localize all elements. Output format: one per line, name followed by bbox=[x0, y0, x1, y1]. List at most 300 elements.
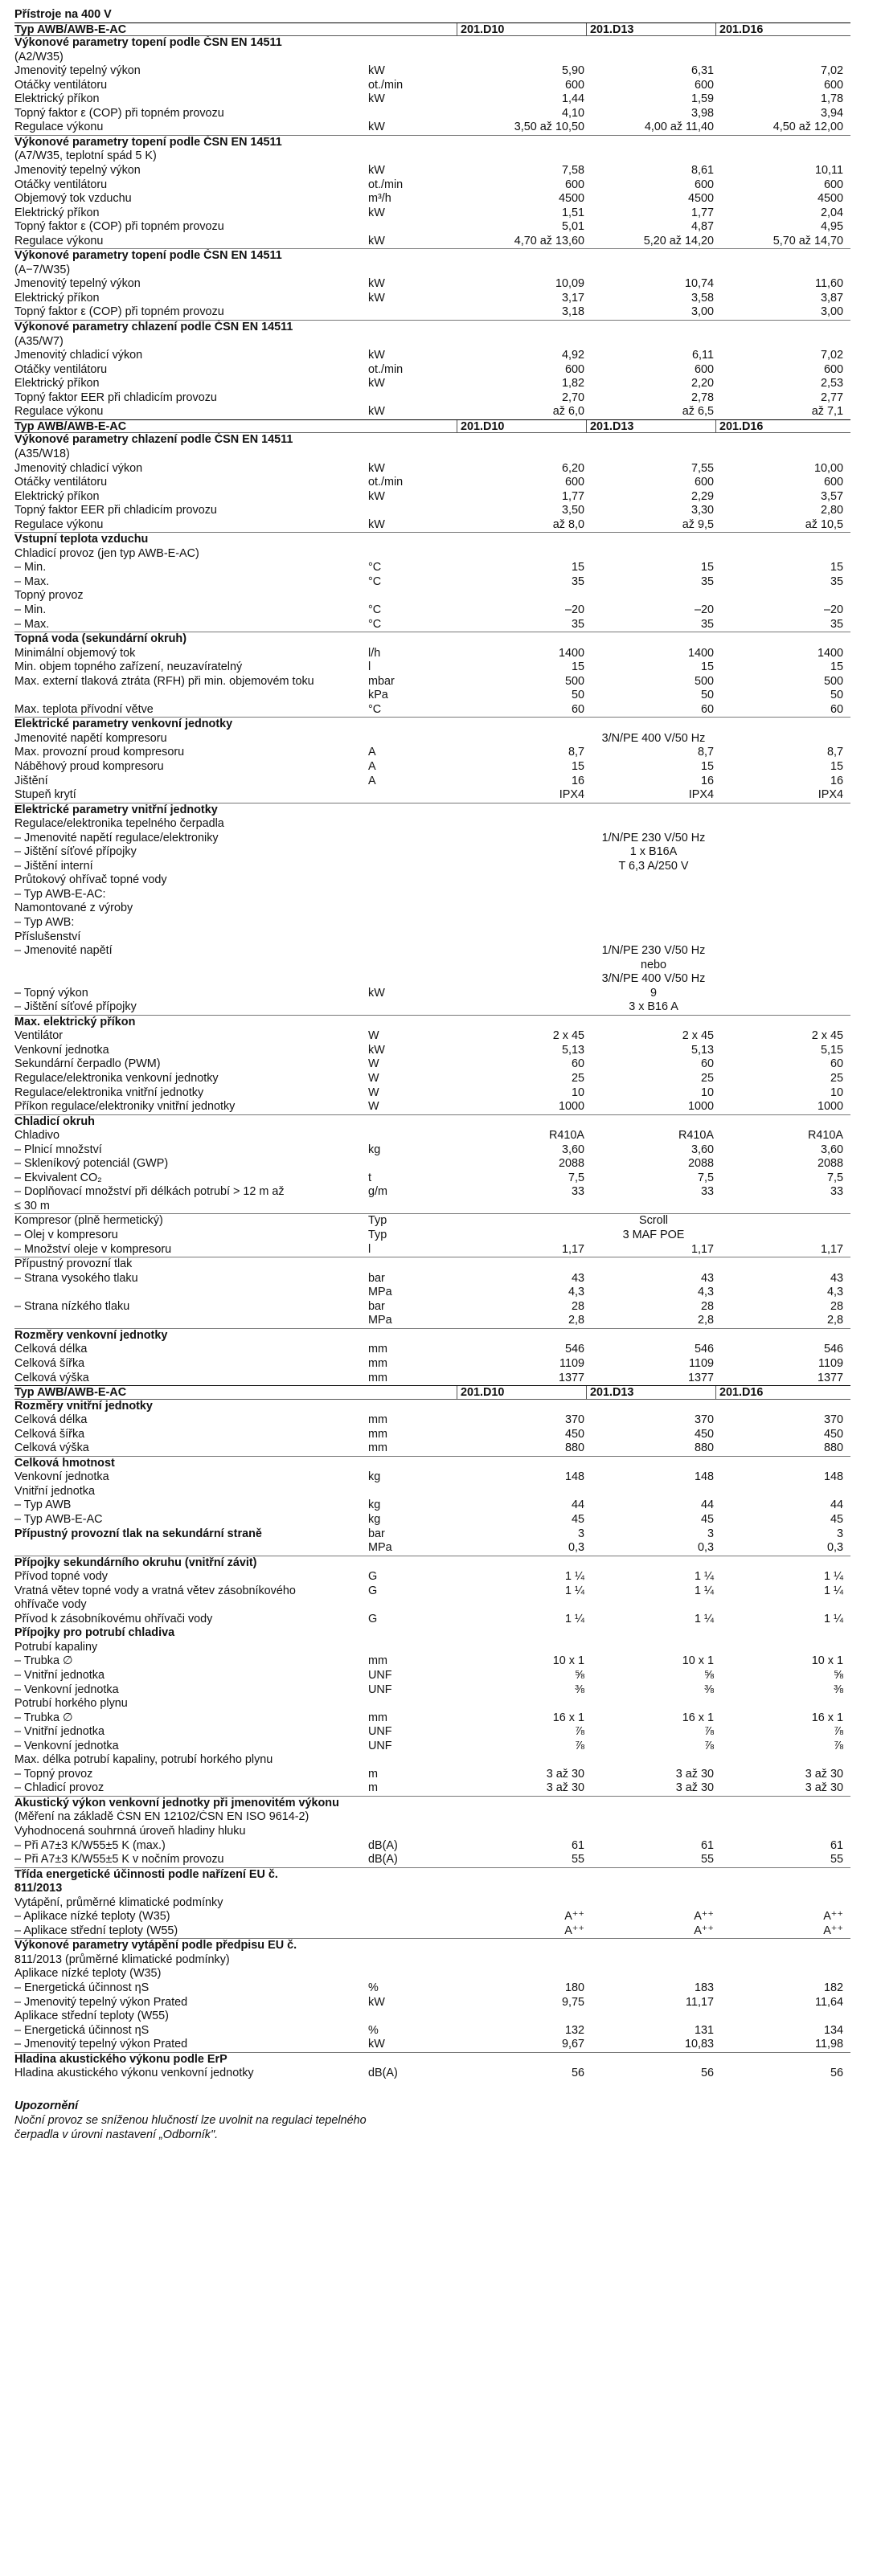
row-unit: MPa bbox=[368, 1286, 392, 1299]
row-unit: UNF bbox=[368, 1739, 392, 1752]
table-row bbox=[14, 618, 850, 632]
value-201-d16: 1400 bbox=[817, 646, 843, 660]
value-201-d16: 10 bbox=[830, 1086, 843, 1099]
row-unit: m bbox=[368, 1767, 378, 1781]
row-unit: Typ bbox=[368, 1229, 387, 1242]
row-label: Aplikace nízké teploty (W35) bbox=[14, 1967, 162, 1981]
value-201-d13: 201.D13 bbox=[586, 420, 715, 433]
row-unit bbox=[368, 1797, 457, 1811]
value-201-d10: 201.D10 bbox=[457, 1386, 586, 1399]
row-label: – Aplikace střední teploty (W55) bbox=[14, 1924, 178, 1937]
value-201-d13: 2,8 bbox=[697, 1314, 714, 1327]
value-201-d13: 183 bbox=[694, 1981, 714, 1995]
row-label: ohřívače vody bbox=[14, 1598, 87, 1612]
value-201-d13: 1 ¼ bbox=[694, 1584, 714, 1597]
row-unit bbox=[368, 1882, 457, 1896]
row-unit: kg bbox=[368, 1470, 381, 1484]
section-heading-row bbox=[14, 1328, 850, 1343]
table-row bbox=[14, 1044, 850, 1058]
value-201-d13: 3 bbox=[707, 1527, 714, 1540]
row-unit bbox=[368, 1810, 457, 1825]
value-201-d10 bbox=[457, 51, 586, 65]
table-row bbox=[14, 760, 850, 775]
value-201-d13: 5,20 až 14,20 bbox=[643, 234, 714, 247]
value-201-d16 bbox=[715, 1753, 845, 1768]
value-201-d13: A⁺⁺ bbox=[694, 1910, 714, 1924]
row-label: Otáčky ventilátoru bbox=[14, 78, 108, 92]
value-201-d13: 55 bbox=[700, 1853, 714, 1867]
value-201-d16: 11,98 bbox=[815, 2038, 843, 2051]
value-201-d16: 3,94 bbox=[820, 106, 843, 120]
row-label: Výkonové parametry topení podle ČSN EN 14511 bbox=[14, 36, 282, 50]
value-201-d10: 600 bbox=[564, 78, 584, 92]
row-label: Topný faktor ε (COP) při topném provozu bbox=[14, 220, 224, 234]
row-label: Elektrický příkon bbox=[14, 489, 100, 503]
value-201-d10 bbox=[457, 36, 586, 51]
row-unit bbox=[368, 1598, 457, 1613]
value-201-d10: 4,3 bbox=[568, 1286, 584, 1299]
row-unit: l/h bbox=[368, 646, 381, 660]
section-heading-row bbox=[14, 1556, 850, 1571]
value-201-d16: 3,60 bbox=[820, 1143, 843, 1156]
value-201-d13: ⅜ bbox=[703, 1683, 714, 1696]
table-row bbox=[14, 1000, 850, 1015]
row-unit: kg bbox=[368, 1499, 381, 1512]
row-label: – Plnicí množství bbox=[14, 1143, 102, 1156]
value-201-d13: až 6,5 bbox=[682, 405, 714, 419]
value-201-d10 bbox=[457, 1810, 586, 1825]
value-201-d10: 180 bbox=[564, 1981, 584, 1995]
row-label: Celková délka bbox=[14, 1413, 88, 1427]
row-label: Topný faktor EER při chladicím provozu bbox=[14, 390, 217, 404]
value-201-d10: 0,3 bbox=[568, 1541, 584, 1555]
row-unit: kW bbox=[368, 206, 385, 219]
row-label: Elektrický příkon bbox=[14, 206, 100, 219]
row-label bbox=[14, 972, 368, 987]
value-201-d16: 15 bbox=[830, 759, 843, 773]
table-row bbox=[14, 1996, 850, 2010]
row-unit: ot./min bbox=[368, 362, 404, 376]
table-row bbox=[14, 1853, 850, 1867]
row-unit bbox=[368, 1157, 457, 1171]
value-201-d16: 1 ¼ bbox=[823, 1584, 843, 1597]
table-row bbox=[14, 1641, 850, 1655]
row-unit bbox=[368, 1697, 457, 1711]
row-unit: kW bbox=[368, 64, 385, 78]
value-201-d10 bbox=[457, 1641, 586, 1655]
value-201-d10 bbox=[457, 1200, 586, 1214]
value-201-d10: 50 bbox=[571, 689, 584, 702]
value-201-d13: 6,11 bbox=[692, 349, 714, 362]
table-row bbox=[14, 1470, 850, 1485]
value-201-d10: 4,92 bbox=[561, 349, 584, 362]
row-label bbox=[14, 1286, 368, 1300]
value-201-d10 bbox=[457, 1825, 586, 1839]
table-row bbox=[14, 1541, 850, 1556]
table-row bbox=[14, 2024, 850, 2038]
value-201-d13: až 9,5 bbox=[682, 517, 714, 531]
row-label: – Skleníkový potenciál (GWP) bbox=[14, 1157, 169, 1171]
value-201-d10: 3,18 bbox=[561, 305, 584, 319]
value-201-d10: 5,13 bbox=[561, 1043, 584, 1057]
note bbox=[14, 2099, 850, 2142]
row-label: Vnitřní jednotka bbox=[14, 1484, 95, 1498]
value-201-d16: 5,70 až 14,70 bbox=[772, 234, 843, 247]
value-201-d16 bbox=[715, 264, 845, 278]
row-label: – Množství oleje v kompresoru bbox=[14, 1242, 172, 1256]
value-201-d10: ⅞ bbox=[574, 1739, 584, 1752]
value-201-d13 bbox=[586, 1797, 715, 1811]
row-unit bbox=[368, 149, 457, 164]
table-row bbox=[14, 192, 850, 206]
row-unit: °C bbox=[368, 702, 382, 716]
table-row bbox=[14, 1654, 850, 1669]
value-201-d16 bbox=[715, 1016, 845, 1030]
value-201-d16: 25 bbox=[830, 1072, 843, 1086]
value-201-d10: 201.D10 bbox=[457, 23, 586, 36]
value-201-d10 bbox=[457, 1797, 586, 1811]
row-unit: kW bbox=[368, 234, 385, 247]
value-201-d10: 43 bbox=[571, 1271, 584, 1285]
value-201-d16 bbox=[715, 136, 845, 150]
value-201-d13 bbox=[586, 1967, 715, 1981]
table-row bbox=[14, 930, 850, 945]
section-heading-row bbox=[14, 2052, 850, 2067]
value-201-d10 bbox=[457, 1882, 586, 1896]
table-row bbox=[14, 1441, 850, 1456]
table-row bbox=[14, 1300, 850, 1315]
row-label: Min. objem topného zařízení, neuzavíratelný bbox=[14, 660, 243, 674]
table-row bbox=[14, 277, 850, 292]
value-201-d13 bbox=[586, 1697, 715, 1711]
row-label: 811/2013 (průměrné klimatické podmínky) bbox=[14, 1952, 230, 1966]
row-unit bbox=[368, 972, 457, 987]
value-201-d13: –20 bbox=[694, 603, 714, 616]
table-row bbox=[14, 1768, 850, 1782]
row-label: Kompresor (plně hermetický) bbox=[14, 1214, 163, 1228]
row-label: – Venkovní jednotka bbox=[14, 1739, 119, 1752]
value-201-d13 bbox=[586, 1115, 715, 1130]
value-201-d16: 600 bbox=[823, 178, 843, 191]
value-201-d13: 1 ¼ bbox=[694, 1612, 714, 1625]
value-201-d16: 28 bbox=[830, 1299, 843, 1313]
row-label: Max. délka potrubí kapaliny, potrubí horkého plynu bbox=[14, 1753, 273, 1767]
value-201-d16 bbox=[715, 249, 845, 264]
row-unit: ot./min bbox=[368, 476, 404, 489]
row-label: – Při A7±3 K/W55±5 K (max.) bbox=[14, 1838, 166, 1852]
row-unit bbox=[368, 107, 457, 121]
value-201-d16 bbox=[715, 1257, 845, 1272]
row-label: Objemový tok vzduchu bbox=[14, 192, 132, 206]
row-label: Chladivo bbox=[14, 1129, 59, 1143]
value-201-d16: 4,3 bbox=[826, 1286, 843, 1299]
row-label: Namontované z výroby bbox=[14, 902, 133, 915]
value-201-d10: 15 bbox=[571, 660, 584, 674]
value-201-d13 bbox=[586, 433, 715, 448]
value-201-d13: 1 ¼ bbox=[694, 1570, 714, 1584]
row-label: – Max. bbox=[14, 574, 50, 588]
row-unit: mm bbox=[368, 1343, 387, 1356]
value-201-d16: 15 bbox=[830, 660, 843, 674]
value-201-d16: 2,04 bbox=[820, 206, 843, 219]
value-201-d16: 11,60 bbox=[815, 277, 843, 291]
value-201-d10 bbox=[457, 1257, 586, 1272]
value-201-d10: 2,70 bbox=[561, 390, 584, 404]
row-value-merged: nebo bbox=[640, 958, 666, 971]
value-201-d16: 2088 bbox=[817, 1157, 843, 1171]
section-heading-row bbox=[14, 1015, 850, 1030]
table-row bbox=[14, 1314, 850, 1328]
spec-table bbox=[14, 22, 850, 2081]
value-201-d13: ⅝ bbox=[703, 1668, 714, 1682]
row-unit bbox=[368, 420, 457, 433]
table-row bbox=[14, 916, 850, 930]
table-row bbox=[14, 391, 850, 406]
value-201-d16: R410A bbox=[807, 1129, 843, 1143]
value-201-d10: 55 bbox=[571, 1853, 584, 1867]
table-row bbox=[14, 206, 850, 221]
row-label: – Vnitřní jednotka bbox=[14, 1725, 105, 1739]
value-201-d13: 600 bbox=[694, 178, 714, 191]
value-201-d13: 8,61 bbox=[691, 164, 714, 178]
value-201-d16: ⅝ bbox=[833, 1668, 843, 1682]
value-201-d16: 201.D16 bbox=[715, 23, 845, 36]
value-201-d10 bbox=[457, 433, 586, 448]
value-201-d16: 55 bbox=[830, 1853, 843, 1867]
row-unit: bar bbox=[368, 1271, 385, 1285]
row-unit bbox=[368, 391, 457, 406]
row-label: – Typ AWB: bbox=[14, 916, 75, 929]
value-201-d13: 3,58 bbox=[691, 291, 714, 305]
row-unit bbox=[368, 448, 457, 462]
table-row bbox=[14, 335, 850, 350]
row-value-merged: Scroll bbox=[639, 1214, 668, 1228]
value-201-d13: 43 bbox=[700, 1271, 714, 1285]
value-201-d13: 60 bbox=[700, 1057, 714, 1071]
value-201-d13: 6,31 bbox=[691, 64, 714, 78]
value-201-d13: A⁺⁺ bbox=[694, 1924, 714, 1937]
table-row bbox=[14, 92, 850, 107]
row-unit bbox=[368, 264, 457, 278]
row-unit bbox=[368, 1641, 457, 1655]
value-201-d10: 3 až 30 bbox=[546, 1781, 584, 1795]
row-label: Topný provoz bbox=[14, 589, 84, 603]
value-201-d16 bbox=[715, 1200, 845, 1214]
row-unit bbox=[368, 1953, 457, 1968]
value-201-d16: 7,5 bbox=[826, 1171, 843, 1184]
table-row bbox=[14, 107, 850, 121]
value-201-d13: 28 bbox=[700, 1299, 714, 1313]
value-201-d13: 15 bbox=[700, 759, 714, 773]
row-label: (A35/W7) bbox=[14, 334, 64, 348]
value-201-d16: 600 bbox=[823, 78, 843, 92]
value-201-d16 bbox=[715, 930, 845, 945]
row-unit: mm bbox=[368, 1356, 387, 1370]
row-unit: m bbox=[368, 1781, 378, 1795]
value-201-d16: 182 bbox=[823, 1981, 843, 1995]
value-201-d16: 43 bbox=[830, 1271, 843, 1285]
row-label: Max. provozní proud kompresoru bbox=[14, 746, 185, 759]
table-row bbox=[14, 1243, 850, 1257]
value-201-d10 bbox=[457, 916, 586, 930]
row-unit bbox=[368, 2010, 457, 2024]
row-unit bbox=[368, 944, 457, 959]
table-row bbox=[14, 518, 850, 533]
value-201-d10 bbox=[457, 1868, 586, 1883]
value-201-d10: 10,09 bbox=[555, 277, 584, 291]
value-201-d10: 44 bbox=[571, 1499, 584, 1512]
value-201-d13 bbox=[586, 1329, 715, 1343]
value-201-d10 bbox=[457, 533, 586, 547]
table-row bbox=[14, 746, 850, 760]
table-row bbox=[14, 1057, 850, 1072]
value-201-d10: 5,01 bbox=[561, 220, 584, 234]
row-label: Jmenovitý chladicí výkon bbox=[14, 349, 143, 362]
row-unit bbox=[368, 2053, 457, 2067]
value-201-d10: 1 ¼ bbox=[564, 1570, 584, 1584]
value-201-d16: 35 bbox=[830, 574, 843, 588]
value-201-d16 bbox=[715, 1896, 845, 1911]
row-unit: MPa bbox=[368, 1541, 392, 1555]
value-201-d13: R410A bbox=[678, 1129, 714, 1143]
value-201-d10: 15 bbox=[571, 759, 584, 773]
table-header-row bbox=[14, 22, 850, 37]
row-label: Topný faktor EER při chladicím provozu bbox=[14, 504, 217, 517]
value-201-d10: 600 bbox=[564, 476, 584, 489]
value-201-d10 bbox=[457, 1953, 586, 1968]
value-201-d10 bbox=[457, 888, 586, 902]
value-201-d10 bbox=[457, 321, 586, 335]
table-row bbox=[14, 873, 850, 888]
value-201-d16 bbox=[715, 2010, 845, 2024]
value-201-d16: 546 bbox=[823, 1343, 843, 1356]
row-unit: mbar bbox=[368, 674, 395, 688]
value-201-d13 bbox=[586, 547, 715, 562]
value-201-d10 bbox=[457, 718, 586, 732]
table-row bbox=[14, 2010, 850, 2024]
value-201-d16: ⅞ bbox=[833, 1725, 843, 1739]
row-label: – Jmenovitý tepelný výkon Prated bbox=[14, 2038, 188, 2051]
value-201-d10 bbox=[457, 2010, 586, 2024]
row-unit: bar bbox=[368, 1299, 385, 1313]
row-label: – Topný provoz bbox=[14, 1767, 93, 1781]
value-201-d13: 1400 bbox=[687, 646, 714, 660]
value-201-d13 bbox=[586, 335, 715, 350]
row-unit: kW bbox=[368, 2038, 385, 2051]
row-label: Celková výška bbox=[14, 1441, 89, 1455]
row-label: – Doplňovací množství při délkách potrubí > 12 m až bbox=[14, 1185, 285, 1199]
row-label: Přípojky sekundárního okruhu (vnitřní závit) bbox=[14, 1556, 257, 1569]
value-201-d13 bbox=[586, 589, 715, 603]
value-201-d10: A⁺⁺ bbox=[564, 1924, 584, 1937]
value-201-d10: 2088 bbox=[558, 1157, 584, 1171]
value-201-d13 bbox=[586, 149, 715, 164]
section-heading-row bbox=[14, 248, 850, 264]
value-201-d10: A⁺⁺ bbox=[564, 1910, 584, 1924]
value-201-d16 bbox=[715, 51, 845, 65]
value-201-d13 bbox=[586, 902, 715, 916]
value-201-d16: 148 bbox=[823, 1470, 843, 1484]
value-201-d16 bbox=[715, 1953, 845, 1968]
value-201-d10: 28 bbox=[571, 1299, 584, 1313]
row-label: Otáčky ventilátoru bbox=[14, 178, 108, 191]
row-unit: mm bbox=[368, 1654, 387, 1668]
row-unit bbox=[368, 1257, 457, 1272]
row-label: Elektrický příkon bbox=[14, 92, 100, 106]
row-unit: mm bbox=[368, 1413, 387, 1427]
row-unit bbox=[368, 589, 457, 603]
table-row bbox=[14, 292, 850, 306]
row-unit: kW bbox=[368, 489, 385, 503]
value-201-d13: 546 bbox=[694, 1343, 714, 1356]
table-row bbox=[14, 732, 850, 746]
row-unit bbox=[368, 788, 457, 803]
row-label: Max. teplota přívodní větve bbox=[14, 702, 154, 716]
value-201-d10: 1,51 bbox=[561, 206, 584, 219]
value-201-d10: 9,75 bbox=[561, 1995, 584, 2009]
row-unit: A bbox=[368, 746, 376, 759]
row-label: – Vnitřní jednotka bbox=[14, 1668, 105, 1682]
value-201-d13 bbox=[586, 1457, 715, 1471]
section-heading-row bbox=[14, 36, 850, 51]
value-201-d13: 3,60 bbox=[691, 1143, 714, 1156]
row-label: Max. externí tlaková ztráta (RFH) při min. objemovém toku bbox=[14, 674, 314, 688]
value-201-d10 bbox=[457, 149, 586, 164]
row-value-merged: 3/N/PE 400 V/50 Hz bbox=[601, 731, 706, 745]
row-unit bbox=[368, 533, 457, 547]
value-201-d13: 370 bbox=[694, 1413, 714, 1427]
value-201-d10 bbox=[457, 803, 586, 818]
table-row bbox=[14, 305, 850, 320]
table-row bbox=[14, 476, 850, 490]
row-value-merged: 9 bbox=[650, 986, 657, 1000]
row-unit: W bbox=[368, 1086, 379, 1099]
row-unit bbox=[368, 1825, 457, 1839]
value-201-d10: 7,5 bbox=[568, 1171, 584, 1184]
row-unit bbox=[368, 959, 457, 973]
row-label: Rozměry vnitřní jednotky bbox=[14, 1399, 153, 1413]
row-unit: W bbox=[368, 1057, 379, 1071]
value-201-d10: 16 x 1 bbox=[552, 1711, 584, 1724]
row-label: (A−7/W35) bbox=[14, 263, 71, 276]
row-label: Jmenovitý tepelný výkon bbox=[14, 64, 141, 78]
value-201-d16 bbox=[715, 1400, 845, 1414]
row-unit: °C bbox=[368, 574, 382, 588]
section-heading-row bbox=[14, 1867, 850, 1883]
table-row bbox=[14, 1910, 850, 1924]
row-label: – Topný výkon bbox=[14, 986, 88, 1000]
row-label: Elektrické parametry vnitřní jednotky bbox=[14, 803, 218, 816]
row-label: – Min. bbox=[14, 561, 47, 574]
row-label: – Typ AWB-E-AC bbox=[14, 1512, 103, 1526]
row-label: Vyhodnocená souhrnná úroveň hladiny hluku bbox=[14, 1825, 246, 1838]
value-201-d16 bbox=[715, 1697, 845, 1711]
value-201-d16: až 10,5 bbox=[805, 517, 843, 531]
row-unit: G bbox=[368, 1612, 378, 1625]
value-201-d10: 450 bbox=[564, 1427, 584, 1441]
note-line: čerpadla v úrovni nastavení „Odborník". bbox=[14, 2128, 219, 2141]
value-201-d13 bbox=[586, 1641, 715, 1655]
row-label: Typ AWB/AWB-E-AC bbox=[14, 1386, 127, 1399]
row-unit: l bbox=[368, 660, 371, 674]
row-label: Výkonové parametry vytápění podle předpisu EU č. bbox=[14, 1939, 297, 1952]
value-201-d13: 15 bbox=[700, 660, 714, 674]
row-label: – Strana vysokého tlaku bbox=[14, 1271, 138, 1285]
table-header-row bbox=[14, 419, 850, 434]
row-label: Výkonové parametry chlazení podle ČSN EN 14511 bbox=[14, 433, 293, 447]
section-heading-row bbox=[14, 1400, 850, 1414]
row-label: – Jmenovité napětí regulace/elektroniky bbox=[14, 831, 219, 844]
